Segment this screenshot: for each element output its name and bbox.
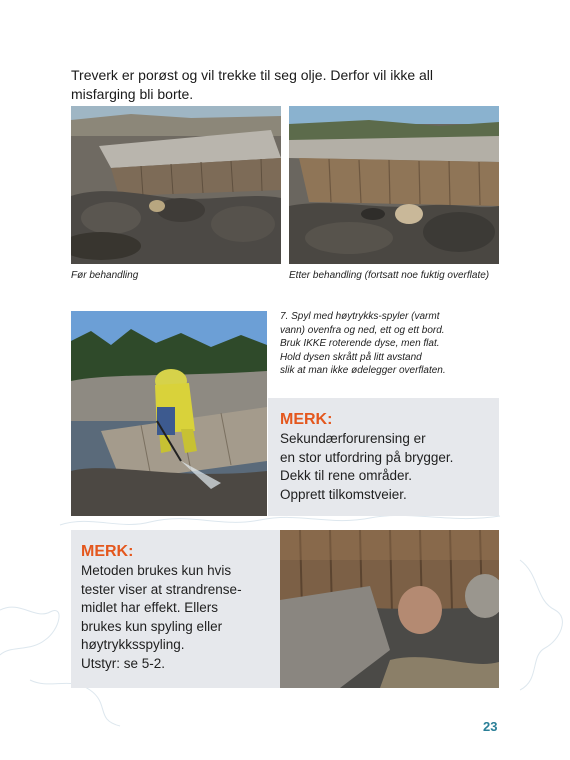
step-line: vann) ovenfra og ned, ett og ett bord. [280, 324, 445, 336]
step-line: Bruk IKKE roterende dyse, men flat. [280, 338, 440, 350]
note-line: Dekk til rene områder. [280, 468, 413, 483]
intro-text [71, 66, 491, 104]
note-box-secondary-pollution [268, 398, 499, 516]
note-line: tester viser at strandrense- [81, 581, 242, 597]
note-heading: MERK: [81, 543, 134, 560]
note-box-method [71, 530, 280, 688]
caption-after: Etter behandling (fortsatt noe fuktig overflate) [289, 270, 490, 281]
note-line: Metoden brukes kun hvis [81, 563, 232, 578]
photo-after-treatment [289, 106, 499, 264]
intro-line-1: Treverk er porøst og vil trekke til seg olje. Derfor vil ikke all [71, 67, 434, 83]
note-line: en stor utfordring på brygger. [280, 449, 454, 465]
step-line: 7. Spyl med høytrykks-spyler (varmt [280, 311, 440, 322]
note-line: Opprett tilkomstveier. [280, 486, 407, 502]
caption-before: Før behandling [71, 270, 139, 281]
note-line: brukes kun spyling eller [81, 618, 223, 634]
note-line: høytrykksspyling. [81, 637, 185, 652]
note-line: Utstyr: se 5-2. [81, 655, 166, 671]
photo-wall-closeup [280, 530, 499, 688]
intro-line-2: misfarging bli borte. [71, 86, 194, 102]
note-line: midlet har effekt. Ellers [81, 600, 219, 615]
photo-pressure-washing [71, 311, 267, 516]
step-line: slik at man ikke ødelegger overflaten. [280, 365, 446, 377]
photo-before-treatment [71, 106, 281, 264]
step-line: Hold dysen skrått på litt avstand [280, 351, 422, 363]
page-number: 23 [483, 719, 498, 734]
note-line: Sekundærforurensing er [280, 431, 426, 446]
note-heading: MERK: [280, 411, 333, 428]
step-7-instructions [280, 310, 498, 378]
